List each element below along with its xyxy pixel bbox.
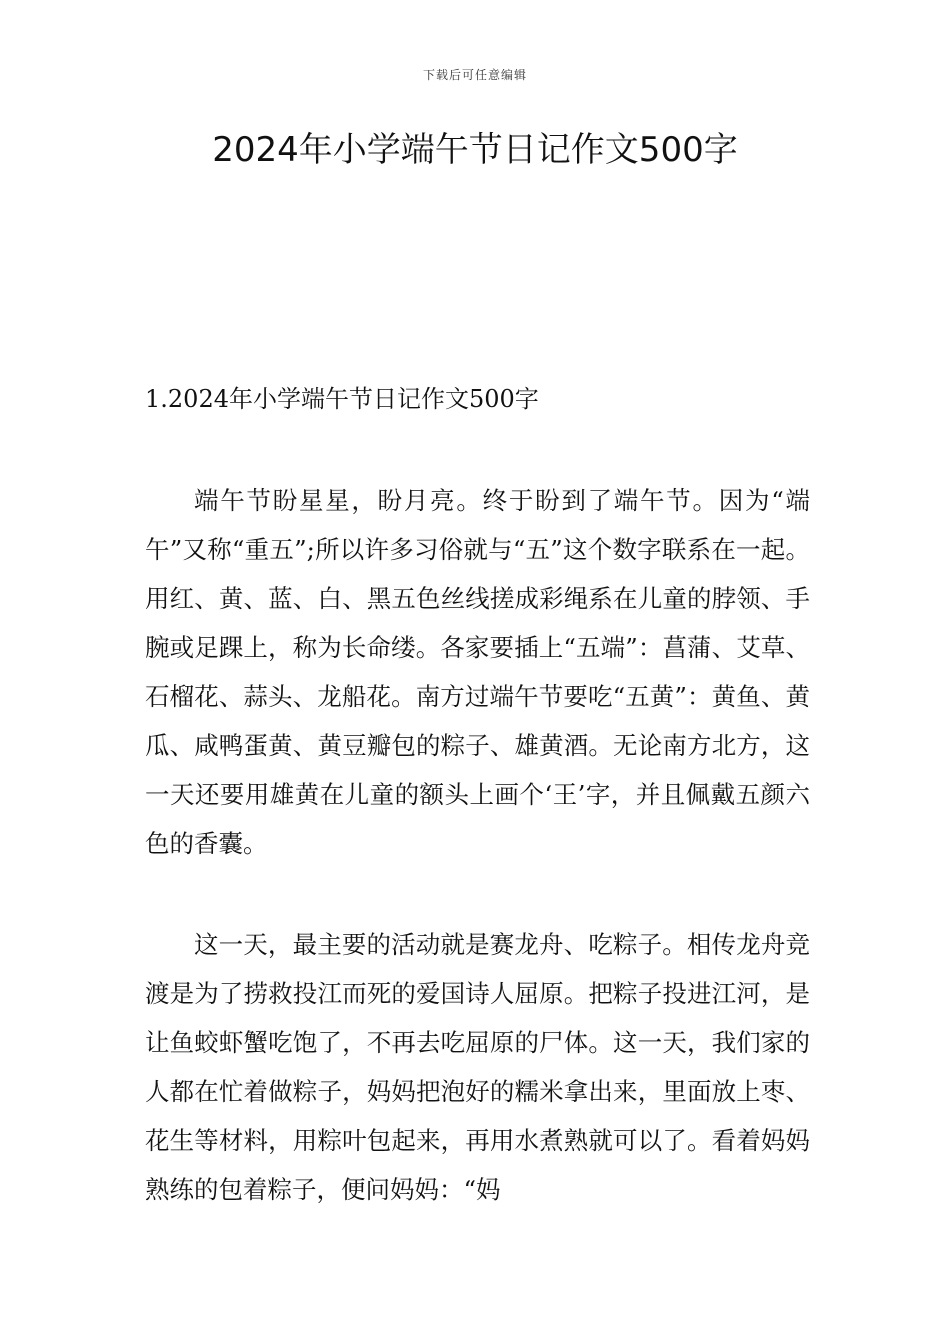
paragraph-1: 端午节盼星星，盼月亮。终于盼到了端午节。因为“端午”又称“重五”;所以许多习俗就与“五”这个数字联系在一起。用红、黄、蓝、白、黑五色丝线搓成彩绳系在儿童的脖领、手腕或足踝上，称为长命缕。各家要插上“五端”：菖蒲、艾草、石榴花、蒜头、龙船花。南方过端午节要吃“五黄”：黄鱼、黄瓜、咸鸭蛋黄、黄豆瓣包的粽子、雄黄酒。无论南方北方，这一天还要用雄黄在儿童的额头上画个‘王’字，并且佩戴五颜六色的香囊。 xyxy=(145,486,810,858)
section-heading: 1.2024年小学端午节日记作文500字 xyxy=(145,385,539,413)
header-note: 下载后可任意编辑 xyxy=(422,68,527,82)
paragraph-2: 这一天，最主要的活动就是赛龙舟、吃粽子。相传龙舟竞渡是为了捞救投江而死的爱国诗人屈原。把粽子投进江河，是让鱼蛟虾蟹吃饱了，不再去吃屈原的尸体。这一天，我们家的人都在忙着做粽子，妈妈把泡好的糯米拿出来，里面放上枣、花生等材料，用粽叶包起来，再用水煮熟就可以了。看着妈妈熟练的包着粽子，便问妈妈：“妈 xyxy=(145,930,810,1204)
document-title: 2024年小学端午节日记作文500字 xyxy=(212,130,738,170)
